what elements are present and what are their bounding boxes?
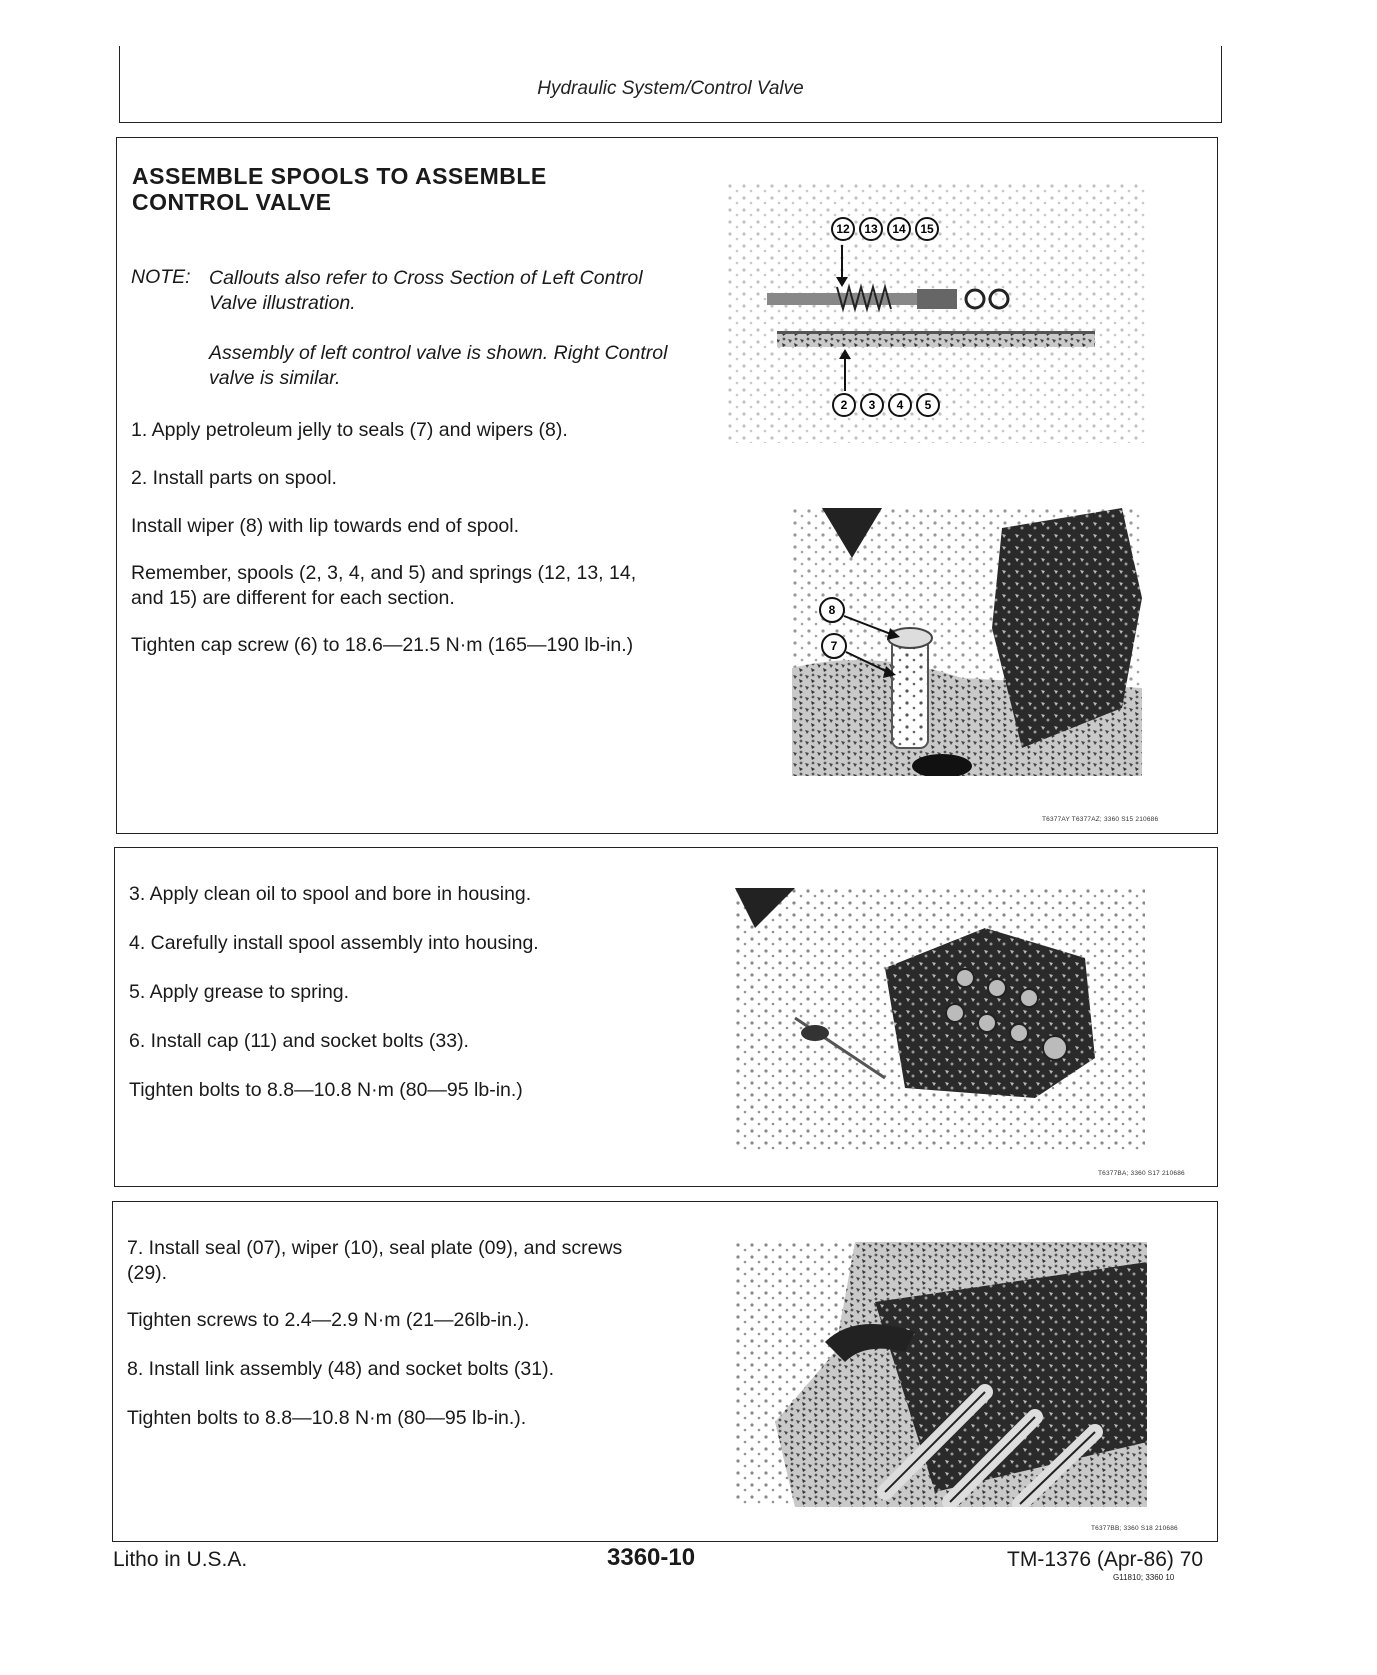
instruction-tighten-bolts-2: Tighten bolts to 8.8—10.8 N·m (80—95 lb-in.). <box>127 1407 527 1429</box>
manual-id: TM-1376 (Apr-86) 70 <box>1007 1548 1204 1571</box>
valve-housing-photo <box>735 888 1145 1153</box>
callout-14: 14 <box>892 222 906 236</box>
section-heading: ASSEMBLE SPOOLS TO ASSEMBLE CONTROL VALVE <box>132 163 547 215</box>
callout-4: 4 <box>896 398 904 412</box>
section-install-spool-housing <box>114 847 1218 1187</box>
callout-3: 3 <box>868 398 876 412</box>
callout-7: 7 <box>830 639 838 653</box>
callout-12: 12 <box>836 222 850 236</box>
callout-8: 8 <box>828 603 836 617</box>
figure-caption-3: T6377BB; 3360 S18 210686 <box>1091 1525 1178 1532</box>
callout-15: 15 <box>920 222 934 236</box>
instruction-remember: Remember, spools (2, 3, 4, and 5) and springs (12, 13, 14, and 15) are different for each section. <box>131 562 637 609</box>
note-text-2: Assembly of left control valve is shown. Right Control valve is similar. <box>209 342 668 389</box>
instruction-wiper: Install wiper (8) with lip towards end of spool. <box>131 515 520 537</box>
header-title: Hydraulic System/Control Valve <box>537 78 804 99</box>
callout-5: 5 <box>924 398 932 412</box>
instruction-tighten-cap: Tighten cap screw (6) to 18.6—21.5 N·m (165—190 lb-in.) <box>131 634 634 656</box>
step-2: 2. Install parts on spool. <box>131 467 337 489</box>
step-6: 6. Install cap (11) and socket bolts (33). <box>129 1030 469 1052</box>
footer-litho: Litho in U.S.A. <box>113 1548 248 1571</box>
callout-2: 2 <box>840 398 848 412</box>
figure-caption-1: T6377AY T6377AZ; 3360 S15 210686 <box>1042 816 1159 823</box>
note-text-1: Callouts also refer to Cross Section of Left Control Valve illustration. <box>209 267 643 314</box>
step-7: 7. Install seal (07), wiper (10), seal plate (09), and screws (29). <box>127 1237 623 1284</box>
spool-parts-photo <box>727 183 1147 443</box>
page-header <box>119 46 1222 123</box>
section-install-seal-link <box>112 1201 1218 1542</box>
step-5: 5. Apply grease to spring. <box>129 981 350 1003</box>
instruction-tighten-bolts: Tighten bolts to 8.8—10.8 N·m (80—95 lb-in.) <box>129 1079 523 1101</box>
footer-code: G11810; 3360 10 <box>1113 1573 1175 1582</box>
link-assembly-photo <box>735 1242 1147 1507</box>
step-8: 8. Install link assembly (48) and socket bolts (31). <box>127 1358 555 1380</box>
step-4: 4. Carefully install spool assembly into housing. <box>129 932 539 954</box>
step-1: 1. Apply petroleum jelly to seals (7) and wipers (8). <box>131 419 568 441</box>
instruction-tighten-screws: Tighten screws to 2.4—2.9 N·m (21—26lb-in.). <box>127 1309 530 1331</box>
step-3: 3. Apply clean oil to spool and bore in housing. <box>129 883 532 905</box>
callout-13: 13 <box>864 222 878 236</box>
page-number: 3360-10 <box>607 1544 696 1571</box>
note-label: NOTE: <box>131 266 191 288</box>
wiper-install-photo <box>792 508 1142 776</box>
section-assemble-spools <box>116 137 1218 834</box>
figure-caption-2: T6377BA; 3360 S17 210686 <box>1098 1170 1185 1177</box>
